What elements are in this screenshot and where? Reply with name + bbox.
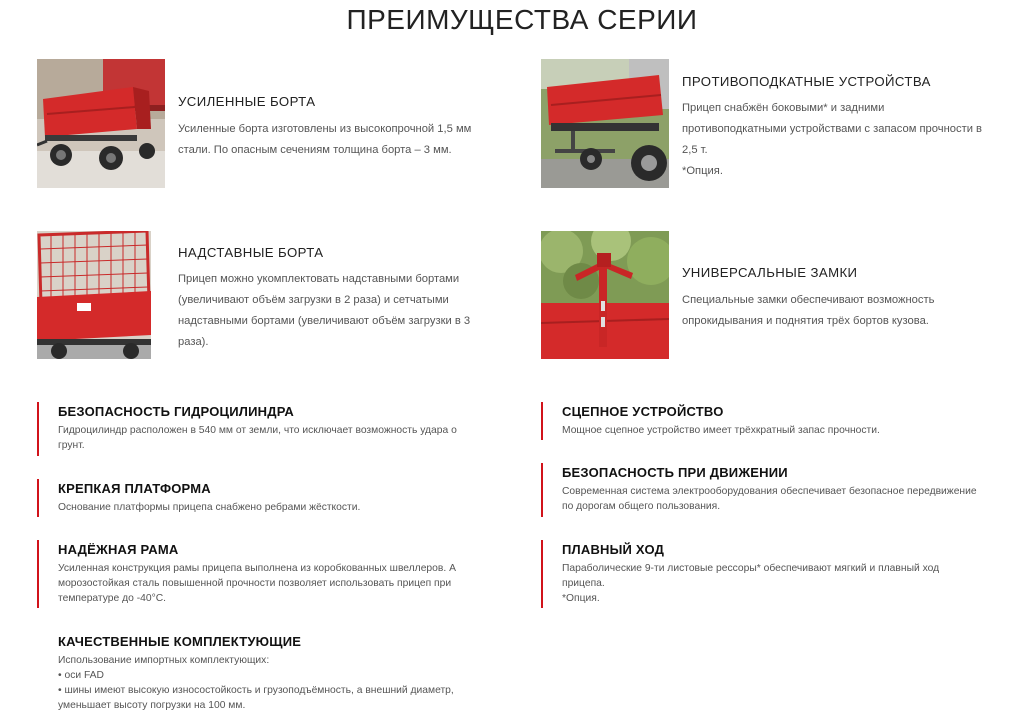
feature-text: Гидроцилиндр расположен в 540 мм от земли, что исключает возможность удара о грунт. [58, 425, 457, 451]
feature-text: Основание платформы прицепа снабжено ребрами жёсткости. [58, 502, 361, 513]
card-title: ПРОТИВОПОДКАТНЫЕ УСТРОЙСТВА [682, 74, 931, 89]
page-title: ПРЕИМУЩЕСТВА СЕРИИ [346, 4, 698, 35]
accent-bar [37, 479, 39, 517]
feature-text: Параболические 9-ти листовые рессоры* обеспечивают мягкий и плавный ход прицепа. *Опция. [562, 563, 940, 604]
feature-text: Усиленная конструкция рамы прицепа выполнена из коробкованных швеллеров. А морозостойкая сталь повышенной прочности позволяет использовать прицеп при температуре до -40°С. [58, 563, 456, 604]
card-title: УНИВЕРСАЛЬНЫЕ ЗАМКИ [682, 265, 858, 280]
trailer-universal-lock-photo [541, 231, 669, 359]
accent-bar [541, 463, 543, 517]
feature-text: Использование импортных комплектующих: • оси FAD • шины имеют высокую износостойкость и грузоподъёмность, а внешний диаметр, уменьшает высоту погрузки на 100 мм. [58, 655, 454, 711]
feature-title: ПЛАВНЫЙ ХОД [562, 542, 665, 557]
feature-title: КРЕПКАЯ ПЛАТФОРМА [58, 481, 211, 496]
feature-title: НАДЁЖНАЯ РАМА [58, 542, 179, 557]
accent-bar [37, 402, 39, 456]
accent-bar [541, 402, 543, 440]
trailer-reinforced-sides-photo [37, 59, 165, 188]
feature-title: БЕЗОПАСНОСТЬ ГИДРОЦИЛИНДРА [58, 404, 295, 419]
trailer-underrun-protection-photo [541, 59, 669, 188]
feature-text: Мощное сцепное устройство имеет трёхкратный запас прочности. [562, 425, 880, 436]
card-text: Специальные замки обеспечивают возможность опрокидывания и поднятия трёх бортов кузова. [682, 294, 935, 327]
card-text: Прицеп снабжён боковыми* и задними противоподкатными устройствами с запасом прочности в 2,5 т. *Опция. [682, 102, 983, 177]
card-title: УСИЛЕННЫЕ БОРТА [178, 94, 316, 109]
feature-title: БЕЗОПАСНОСТЬ ПРИ ДВИЖЕНИИ [562, 465, 788, 480]
accent-bar [541, 540, 543, 608]
accent-bar [37, 540, 39, 608]
trailer-mesh-extension-photo [37, 231, 151, 359]
card-text: Прицеп можно укомплектовать надставными бортами (увеличивают объём загрузки в 2 раза) и сетчатыми надставными бортами (увеличивают объём загрузки в 3 раза). [178, 273, 471, 348]
card-text: Усиленные борта изготовлены из высокопрочной 1,5 мм стали. По опасным сечениям толщина борта – 3 мм. [178, 123, 472, 156]
feature-title: СЦЕПНОЕ УСТРОЙСТВО [562, 404, 724, 419]
card-title: НАДСТАВНЫЕ БОРТА [178, 245, 324, 260]
feature-title: КАЧЕСТВЕННЫЕ КОМПЛЕКТУЮЩИЕ [58, 634, 302, 649]
feature-text: Современная система электрооборудования обеспечивает безопасное передвижение по дорогам общего пользования. [562, 486, 977, 512]
